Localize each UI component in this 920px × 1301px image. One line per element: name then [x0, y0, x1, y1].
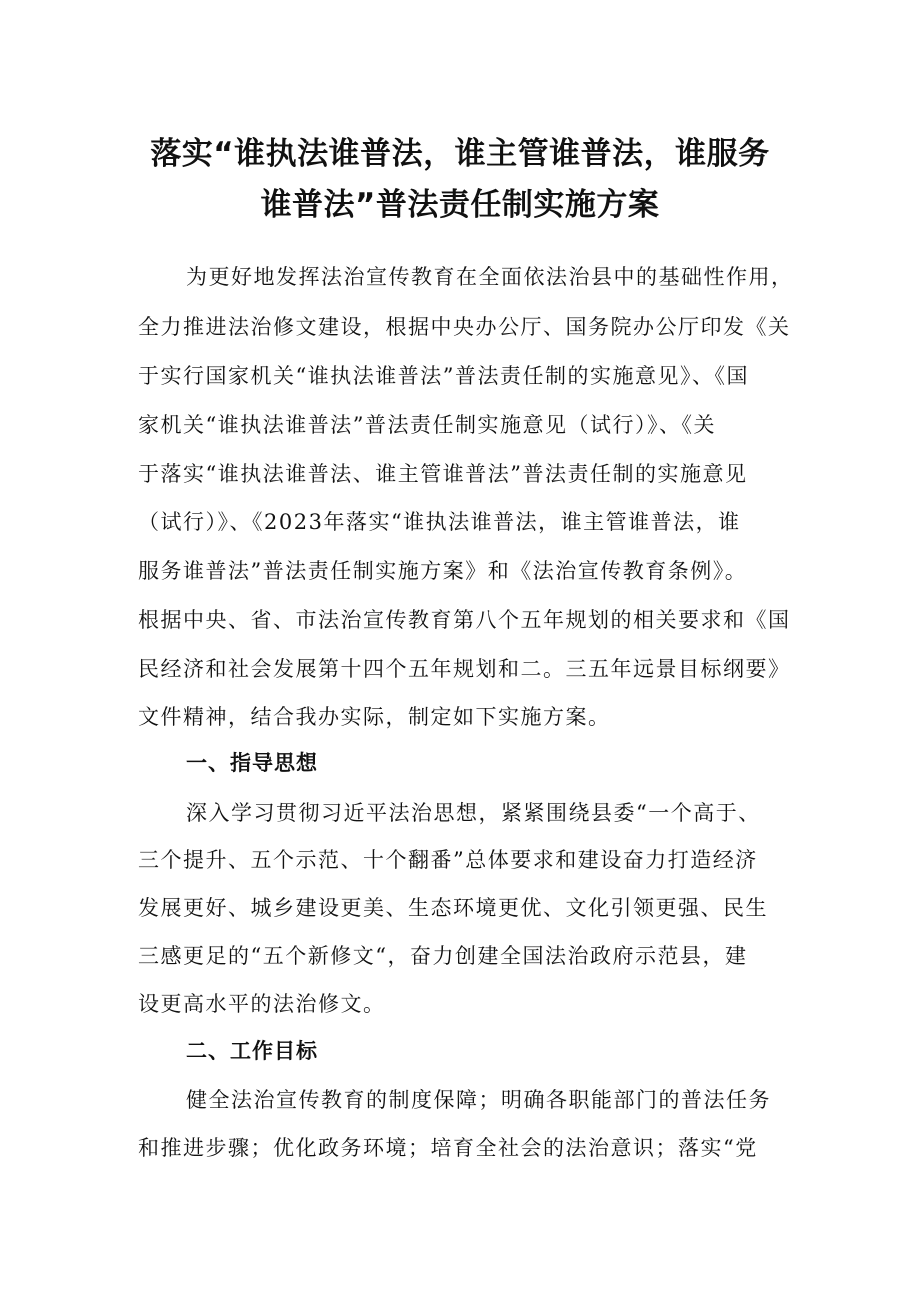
section1-line-5: 设更高水平的法治修文。	[138, 992, 386, 1016]
section1-line-4: 三感更足的“五个新修文“，奋力创建全国法治政府示范县，建	[138, 944, 748, 968]
intro-line-10: 文件精神，结合我办实际，制定如下实施方案。	[138, 705, 611, 729]
intro-line-5: 于落实“谁执法谁普法、谁主管谁普法”普法责任制的实施意见	[138, 462, 748, 486]
intro-line-6: （试行）》、《2023年落实“谁执法谁普法，谁主管谁普法，谁	[138, 510, 741, 534]
section-heading-work-goals: 二、工作目标	[186, 1039, 318, 1063]
intro-line-8: 根据中央、省、市法治宣传教育第八个五年规划的相关要求和《国	[138, 608, 791, 632]
intro-line-9: 民经济和社会发展第十四个五年规划和二。三五年远景目标纲要》	[138, 657, 791, 681]
document-title-line-2: 谁普法”普法责任制实施方案	[260, 187, 660, 223]
section1-line-2: 三个提升、五个示范、十个翻番”总体要求和建设奋力打造经济	[138, 848, 758, 872]
intro-line-2: 全力推进法治修文建设，根据中央办公厅、国务院办公厅印发《关	[138, 315, 791, 339]
intro-line-4: 家机关“谁执法谁普法”普法责任制实施意见（试行）》、《关	[138, 413, 716, 437]
section2-line-2: 和推进步骤；优化政务环境；培育全社会的法治意识；落实“党	[138, 1136, 758, 1160]
document-title-line-1: 落实“谁执法谁普法，谁主管谁普法，谁服务	[150, 136, 770, 172]
section1-line-1: 深入学习贯彻习近平法治思想，紧紧围绕县委“一个高于、	[186, 801, 761, 825]
section2-line-1: 健全法治宣传教育的制度保障；明确各职能部门的普法任务	[186, 1088, 771, 1112]
section1-line-3: 发展更好、城乡建设更美、生态环境更优、文化引领更强、民生	[138, 896, 768, 920]
intro-line-7: 服务谁普法”普法责任制实施方案》和《法治宣传教育条例》。	[138, 559, 748, 583]
intro-line-1: 为更好地发挥法治宣传教育在全面依法治县中的基础性作用，	[186, 265, 794, 289]
intro-line-3: 于实行国家机关“谁执法谁普法”普法责任制的实施意见》、《国	[138, 364, 749, 388]
section-heading-guiding-thought: 一、指导思想	[186, 751, 318, 775]
